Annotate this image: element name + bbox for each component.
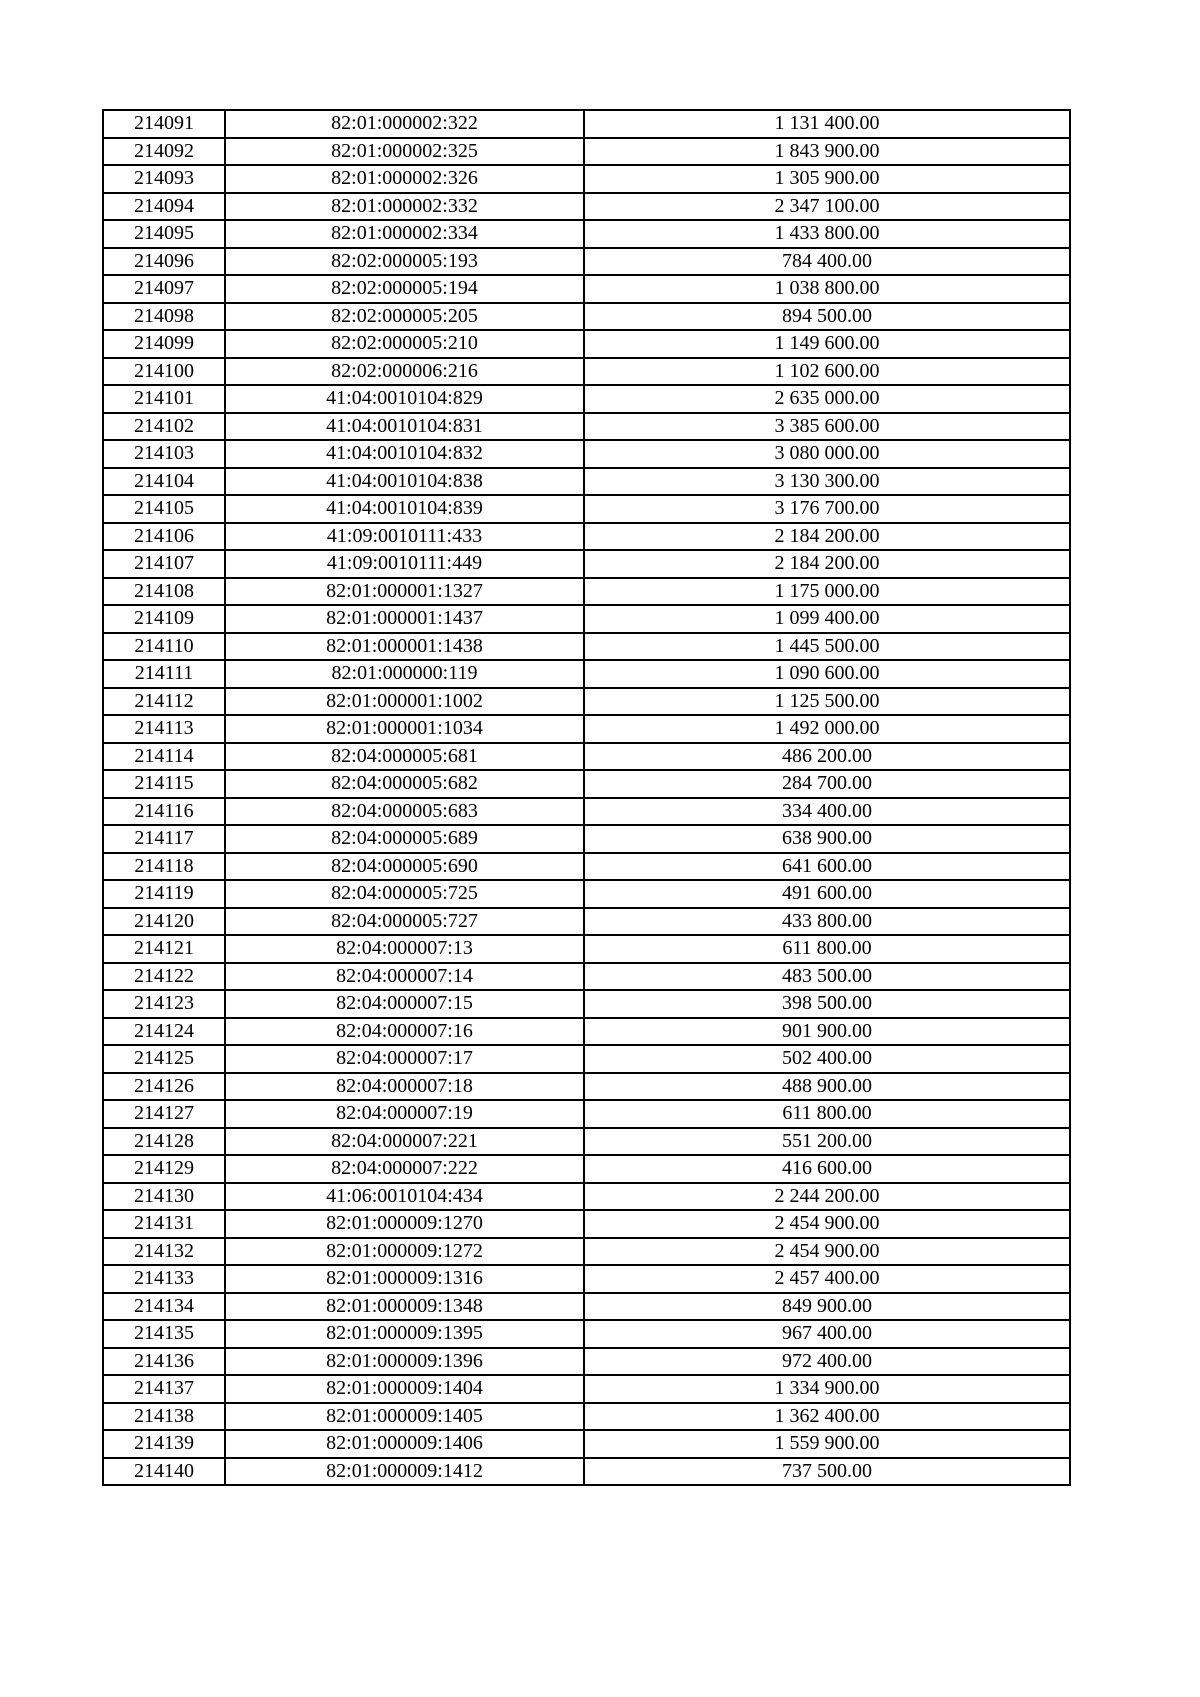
row-number-cell: 214099: [103, 330, 225, 358]
row-number-cell: 214102: [103, 413, 225, 441]
table-row: [103, 1238, 1070, 1266]
cadastral-number-cell: 82:01:000009:1396: [225, 1348, 584, 1376]
cadastral-number-cell: 82:01:000002:332: [225, 193, 584, 221]
row-number-cell: 214124: [103, 1018, 225, 1046]
cadastral-number-cell: 82:01:000009:1395: [225, 1320, 584, 1348]
cadastral-value-cell: 972 400.00: [584, 1348, 1070, 1376]
cadastral-number-cell: 82:04:000005:727: [225, 908, 584, 936]
cadastral-value-cell: 1 362 400.00: [584, 1403, 1070, 1431]
cadastral-number-cell: 82:04:000005:682: [225, 770, 584, 798]
table-row: [103, 138, 1070, 166]
row-number-cell: 214121: [103, 935, 225, 963]
table-row: [103, 880, 1070, 908]
row-number-cell: 214106: [103, 523, 225, 551]
cadastral-value-cell: 1 149 600.00: [584, 330, 1070, 358]
row-number-cell: 214104: [103, 468, 225, 496]
table-row: [103, 1045, 1070, 1073]
row-number-cell: 214134: [103, 1293, 225, 1321]
row-number-cell: 214098: [103, 303, 225, 331]
cadastral-value-cell: 1 305 900.00: [584, 165, 1070, 193]
row-number-cell: 214091: [103, 110, 225, 138]
cadastral-number-cell: 82:01:000001:1437: [225, 605, 584, 633]
cadastral-number-cell: 82:04:000005:690: [225, 853, 584, 881]
cadastral-number-cell: 41:04:0010104:829: [225, 385, 584, 413]
cadastral-value-cell: 486 200.00: [584, 743, 1070, 771]
cadastral-number-cell: 82:04:000007:221: [225, 1128, 584, 1156]
table-row: [103, 1155, 1070, 1183]
table-row: [103, 440, 1070, 468]
row-number-cell: 214096: [103, 248, 225, 276]
cadastral-number-cell: 41:04:0010104:839: [225, 495, 584, 523]
row-number-cell: 214122: [103, 963, 225, 991]
table-row: [103, 1210, 1070, 1238]
cadastral-value-cell: 416 600.00: [584, 1155, 1070, 1183]
cadastral-number-cell: 82:02:000005:210: [225, 330, 584, 358]
table-row: [103, 413, 1070, 441]
table-row: [103, 358, 1070, 386]
row-number-cell: 214108: [103, 578, 225, 606]
table-row: [103, 743, 1070, 771]
cadastral-number-cell: 82:01:000009:1348: [225, 1293, 584, 1321]
cadastral-value-cell: 551 200.00: [584, 1128, 1070, 1156]
cadastral-value-cell: 901 900.00: [584, 1018, 1070, 1046]
table-row: [103, 688, 1070, 716]
row-number-cell: 214113: [103, 715, 225, 743]
cadastral-number-cell: 41:04:0010104:838: [225, 468, 584, 496]
row-number-cell: 214132: [103, 1238, 225, 1266]
row-number-cell: 214110: [103, 633, 225, 661]
cadastral-number-cell: 41:04:0010104:831: [225, 413, 584, 441]
table-row: [103, 220, 1070, 248]
cadastral-value-cell: 284 700.00: [584, 770, 1070, 798]
cadastral-value-cell: 1 334 900.00: [584, 1375, 1070, 1403]
cadastral-number-cell: 82:04:000007:16: [225, 1018, 584, 1046]
cadastral-value-cell: 433 800.00: [584, 908, 1070, 936]
cadastral-number-cell: 82:01:000009:1316: [225, 1265, 584, 1293]
cadastral-number-cell: 82:04:000007:19: [225, 1100, 584, 1128]
table-row: [103, 193, 1070, 221]
cadastral-value-cell: 641 600.00: [584, 853, 1070, 881]
cadastral-value-cell: 334 400.00: [584, 798, 1070, 826]
cadastral-number-cell: 82:04:000007:14: [225, 963, 584, 991]
cadastral-value-cell: 1 843 900.00: [584, 138, 1070, 166]
cadastral-number-cell: 41:06:0010104:434: [225, 1183, 584, 1211]
table-row: [103, 1320, 1070, 1348]
cadastral-value-cell: 3 176 700.00: [584, 495, 1070, 523]
cadastral-number-cell: 41:09:0010111:449: [225, 550, 584, 578]
row-number-cell: 214094: [103, 193, 225, 221]
row-number-cell: 214135: [103, 1320, 225, 1348]
cadastral-value-cell: 3 385 600.00: [584, 413, 1070, 441]
cadastral-number-cell: 82:02:000005:194: [225, 275, 584, 303]
table-row: [103, 1128, 1070, 1156]
table-row: [103, 495, 1070, 523]
table-row: [103, 935, 1070, 963]
table-row: [103, 248, 1070, 276]
table-row: [103, 1430, 1070, 1458]
table-row: [103, 990, 1070, 1018]
row-number-cell: 214140: [103, 1458, 225, 1486]
row-number-cell: 214109: [103, 605, 225, 633]
table-row: [103, 275, 1070, 303]
cadastral-value-cell: 502 400.00: [584, 1045, 1070, 1073]
cadastral-value-cell: 2 454 900.00: [584, 1210, 1070, 1238]
row-number-cell: 214119: [103, 880, 225, 908]
table-row: [103, 1375, 1070, 1403]
cadastral-value-cell: 1 433 800.00: [584, 220, 1070, 248]
table-row: [103, 908, 1070, 936]
table-row: [103, 330, 1070, 358]
row-number-cell: 214120: [103, 908, 225, 936]
cadastral-number-cell: 82:01:000009:1272: [225, 1238, 584, 1266]
cadastral-value-cell: 491 600.00: [584, 880, 1070, 908]
row-number-cell: 214115: [103, 770, 225, 798]
cadastral-value-cell: 967 400.00: [584, 1320, 1070, 1348]
cadastral-number-cell: 82:01:000000:119: [225, 660, 584, 688]
cadastral-value-cell: 1 099 400.00: [584, 605, 1070, 633]
cadastral-number-cell: 82:02:000006:216: [225, 358, 584, 386]
table-row: [103, 1100, 1070, 1128]
row-number-cell: 214100: [103, 358, 225, 386]
table-row: [103, 1018, 1070, 1046]
row-number-cell: 214129: [103, 1155, 225, 1183]
table-row: [103, 715, 1070, 743]
cadastral-number-cell: 82:04:000007:18: [225, 1073, 584, 1101]
cadastral-value-cell: 611 800.00: [584, 1100, 1070, 1128]
cadastral-value-cell: 1 559 900.00: [584, 1430, 1070, 1458]
cadastral-value-cell: 2 457 400.00: [584, 1265, 1070, 1293]
cadastral-number-cell: 82:01:000001:1438: [225, 633, 584, 661]
cadastral-value-table: [102, 109, 1071, 1486]
table-row: [103, 1348, 1070, 1376]
cadastral-number-cell: 41:04:0010104:832: [225, 440, 584, 468]
cadastral-number-cell: 82:04:000005:725: [225, 880, 584, 908]
cadastral-value-cell: 1 445 500.00: [584, 633, 1070, 661]
table-row: [103, 963, 1070, 991]
table-row: [103, 798, 1070, 826]
table-row: [103, 605, 1070, 633]
cadastral-number-cell: 82:01:000009:1404: [225, 1375, 584, 1403]
table-row: [103, 550, 1070, 578]
row-number-cell: 214125: [103, 1045, 225, 1073]
cadastral-value-cell: 1 492 000.00: [584, 715, 1070, 743]
table-row: [103, 825, 1070, 853]
cadastral-value-cell: 2 184 200.00: [584, 523, 1070, 551]
row-number-cell: 214105: [103, 495, 225, 523]
cadastral-value-cell: 611 800.00: [584, 935, 1070, 963]
cadastral-number-cell: 82:01:000002:334: [225, 220, 584, 248]
cadastral-value-cell: 2 454 900.00: [584, 1238, 1070, 1266]
table-row: [103, 660, 1070, 688]
row-number-cell: 214126: [103, 1073, 225, 1101]
cadastral-value-cell: 483 500.00: [584, 963, 1070, 991]
cadastral-number-cell: 82:01:000009:1405: [225, 1403, 584, 1431]
cadastral-number-cell: 82:01:000001:1327: [225, 578, 584, 606]
table-row: [103, 1458, 1070, 1486]
table-row: [103, 770, 1070, 798]
row-number-cell: 214139: [103, 1430, 225, 1458]
row-number-cell: 214138: [103, 1403, 225, 1431]
table-body: [103, 110, 1070, 1485]
row-number-cell: 214093: [103, 165, 225, 193]
table-row: [103, 578, 1070, 606]
cadastral-number-cell: 82:01:000009:1406: [225, 1430, 584, 1458]
cadastral-value-cell: 1 175 000.00: [584, 578, 1070, 606]
table-row: [103, 853, 1070, 881]
table-row: [103, 1403, 1070, 1431]
row-number-cell: 214116: [103, 798, 225, 826]
cadastral-value-cell: 2 244 200.00: [584, 1183, 1070, 1211]
row-number-cell: 214114: [103, 743, 225, 771]
cadastral-value-cell: 1 125 500.00: [584, 688, 1070, 716]
table-row: [103, 1265, 1070, 1293]
cadastral-value-cell: 3 130 300.00: [584, 468, 1070, 496]
cadastral-number-cell: 82:01:000009:1412: [225, 1458, 584, 1486]
cadastral-value-cell: 488 900.00: [584, 1073, 1070, 1101]
cadastral-value-cell: 3 080 000.00: [584, 440, 1070, 468]
cadastral-number-cell: 82:02:000005:193: [225, 248, 584, 276]
row-number-cell: 214107: [103, 550, 225, 578]
row-number-cell: 214133: [103, 1265, 225, 1293]
row-number-cell: 214097: [103, 275, 225, 303]
cadastral-number-cell: 82:04:000007:13: [225, 935, 584, 963]
cadastral-value-cell: 784 400.00: [584, 248, 1070, 276]
cadastral-number-cell: 82:01:000001:1034: [225, 715, 584, 743]
cadastral-value-cell: 1 131 400.00: [584, 110, 1070, 138]
cadastral-value-cell: 737 500.00: [584, 1458, 1070, 1486]
cadastral-number-cell: 82:02:000005:205: [225, 303, 584, 331]
row-number-cell: 214128: [103, 1128, 225, 1156]
cadastral-number-cell: 82:04:000007:222: [225, 1155, 584, 1183]
row-number-cell: 214103: [103, 440, 225, 468]
row-number-cell: 214123: [103, 990, 225, 1018]
table-row: [103, 1073, 1070, 1101]
row-number-cell: 214127: [103, 1100, 225, 1128]
cadastral-number-cell: 82:04:000007:15: [225, 990, 584, 1018]
cadastral-number-cell: 82:04:000005:683: [225, 798, 584, 826]
cadastral-value-cell: 398 500.00: [584, 990, 1070, 1018]
cadastral-value-cell: 849 900.00: [584, 1293, 1070, 1321]
cadastral-number-cell: 41:09:0010111:433: [225, 523, 584, 551]
cadastral-value-cell: 2 347 100.00: [584, 193, 1070, 221]
cadastral-number-cell: 82:01:000002:326: [225, 165, 584, 193]
row-number-cell: 214130: [103, 1183, 225, 1211]
cadastral-number-cell: 82:01:000002:325: [225, 138, 584, 166]
row-number-cell: 214136: [103, 1348, 225, 1376]
table-row: [103, 110, 1070, 138]
table-row: [103, 303, 1070, 331]
row-number-cell: 214131: [103, 1210, 225, 1238]
cadastral-value-cell: 1 102 600.00: [584, 358, 1070, 386]
row-number-cell: 214101: [103, 385, 225, 413]
cadastral-value-cell: 1 038 800.00: [584, 275, 1070, 303]
cadastral-value-cell: 1 090 600.00: [584, 660, 1070, 688]
cadastral-number-cell: 82:04:000005:681: [225, 743, 584, 771]
table-row: [103, 1183, 1070, 1211]
row-number-cell: 214111: [103, 660, 225, 688]
table-row: [103, 633, 1070, 661]
cadastral-value-cell: 638 900.00: [584, 825, 1070, 853]
table-row: [103, 1293, 1070, 1321]
cadastral-number-cell: 82:01:000002:322: [225, 110, 584, 138]
cadastral-value-cell: 894 500.00: [584, 303, 1070, 331]
table-row: [103, 385, 1070, 413]
row-number-cell: 214095: [103, 220, 225, 248]
cadastral-value-cell: 2 635 000.00: [584, 385, 1070, 413]
row-number-cell: 214117: [103, 825, 225, 853]
cadastral-number-cell: 82:04:000007:17: [225, 1045, 584, 1073]
row-number-cell: 214118: [103, 853, 225, 881]
cadastral-value-cell: 2 184 200.00: [584, 550, 1070, 578]
cadastral-number-cell: 82:01:000001:1002: [225, 688, 584, 716]
table-row: [103, 523, 1070, 551]
row-number-cell: 214092: [103, 138, 225, 166]
cadastral-number-cell: 82:04:000005:689: [225, 825, 584, 853]
cadastral-number-cell: 82:01:000009:1270: [225, 1210, 584, 1238]
row-number-cell: 214112: [103, 688, 225, 716]
row-number-cell: 214137: [103, 1375, 225, 1403]
table-row: [103, 165, 1070, 193]
table-row: [103, 468, 1070, 496]
